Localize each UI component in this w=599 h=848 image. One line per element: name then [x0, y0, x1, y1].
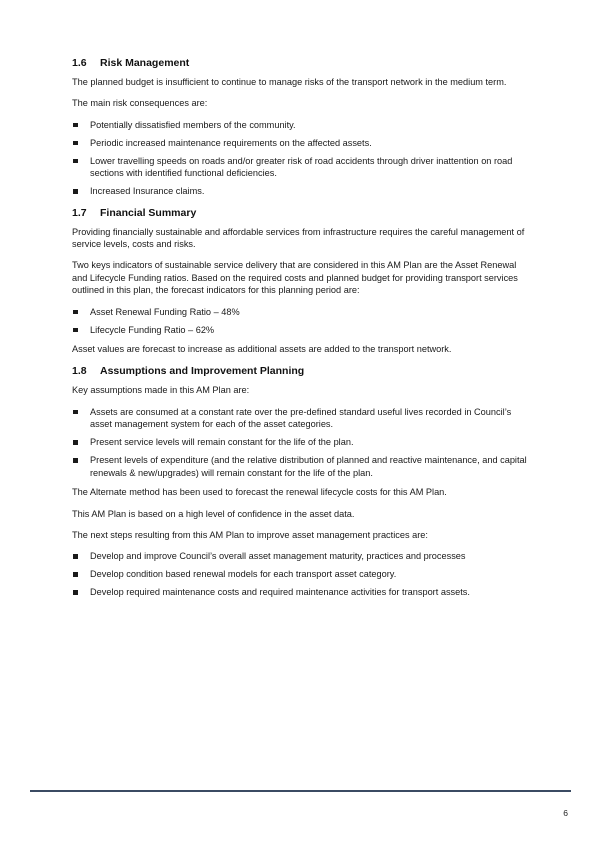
list-item: [72, 586, 534, 598]
page-number: 6: [563, 808, 568, 818]
list-item-text: Potentially dissatisfied members of the community.: [90, 119, 296, 130]
list-item: [72, 550, 534, 562]
square-bullet-icon: [73, 310, 78, 315]
list-item: [72, 185, 534, 197]
list-item: [72, 306, 534, 318]
square-bullet-icon: [73, 590, 78, 595]
list-item: [72, 436, 534, 448]
list-item: [72, 568, 534, 580]
list-item-text: Asset Renewal Funding Ratio – 48%: [90, 306, 240, 317]
footer-divider: [30, 790, 571, 792]
paragraph: The next steps resulting from this AM Plan to improve asset management practices are:: [72, 529, 428, 540]
paragraph: Providing financially sustainable and affordable services from infrastructure requires the careful management of service levels, costs and risks.: [72, 226, 525, 250]
list-item-text: Develop required maintenance costs and required maintenance activities for transport assets.: [90, 587, 470, 598]
bullet-list: [72, 406, 534, 479]
list-item-text: Develop condition based renewal models for each transport asset category.: [90, 569, 397, 580]
square-bullet-icon: [73, 141, 78, 146]
section-financial-summary: [72, 206, 534, 356]
list-item: [72, 406, 534, 431]
square-bullet-icon: [73, 554, 78, 559]
square-bullet-icon: [73, 440, 78, 445]
list-item-text: Develop and improve Council’s overall asset management maturity, practices and processes: [90, 551, 466, 562]
section-heading: [72, 56, 534, 70]
section-title: Financial Summary: [100, 206, 197, 219]
square-bullet-icon: [73, 159, 78, 164]
bullet-list: [72, 550, 534, 598]
bullet-list: [72, 119, 534, 198]
paragraph: The main risk consequences are:: [72, 98, 208, 109]
list-item-text: Lifecycle Funding Ratio – 62%: [90, 324, 215, 335]
list-item: [72, 324, 534, 336]
paragraph: Key assumptions made in this AM Plan are:: [72, 385, 250, 396]
square-bullet-icon: [73, 123, 78, 128]
paragraph: The planned budget is insufficient to continue to manage risks of the transport network in the medium term.: [72, 77, 507, 87]
list-item: [72, 155, 534, 180]
square-bullet-icon: [73, 572, 78, 577]
section-heading: [72, 364, 534, 378]
square-bullet-icon: [73, 189, 78, 194]
section-number: 1.7: [72, 206, 87, 219]
list-item-text: Increased Insurance claims.: [90, 186, 205, 197]
paragraph: The Alternate method has been used to forecast the renewal lifecycle costs for this AM Plan.: [72, 487, 447, 498]
list-item: [72, 454, 534, 479]
section-title: Risk Management: [100, 57, 190, 69]
section-number: 1.8: [72, 365, 87, 378]
list-item-text: Present service levels will remain constant for the life of the plan.: [90, 437, 354, 448]
square-bullet-icon: [73, 410, 78, 415]
section-title: Assumptions and Improvement Planning: [100, 365, 305, 378]
list-item-text: Lower travelling speeds on roads and/or greater risk of road accidents through driver inattention on road sections with identified functional deficiencies.: [90, 155, 513, 179]
list-item-text: Present levels of expenditure (and the relative distribution of planned and reactive maintenance, and capital renewals & new/upgrades) will remain constant for the life of the plan.: [90, 455, 527, 478]
section-number: 1.6: [72, 57, 87, 69]
list-item-text: Periodic increased maintenance requirements on the affected assets.: [90, 137, 372, 148]
list-item-text: Assets are consumed at a constant rate over the pre-defined standard useful lives recorded in Council’s asset management system for each of the asset categories.: [90, 406, 512, 430]
paragraph: Asset values are forecast to increase as additional assets are added to the transport network.: [72, 344, 452, 355]
square-bullet-icon: [73, 458, 78, 463]
document-body: [72, 56, 534, 607]
bullet-list: [72, 306, 534, 336]
square-bullet-icon: [73, 328, 78, 333]
section-risk-management: [72, 56, 534, 198]
section-heading: [72, 206, 534, 220]
list-item: [72, 137, 534, 149]
section-assumptions-improvement: [72, 364, 534, 598]
list-item: [72, 119, 534, 131]
paragraph: Two keys indicators of sustainable service delivery that are considered in this AM Plan are the Asset Renewal and Lifecycle Funding ratios. Based on the required costs and planned budget for providing transport services outlined in this plan, the forecast indicators for this planning period are:: [72, 260, 518, 296]
paragraph: This AM Plan is based on a high level of confidence in the asset data.: [72, 508, 355, 519]
